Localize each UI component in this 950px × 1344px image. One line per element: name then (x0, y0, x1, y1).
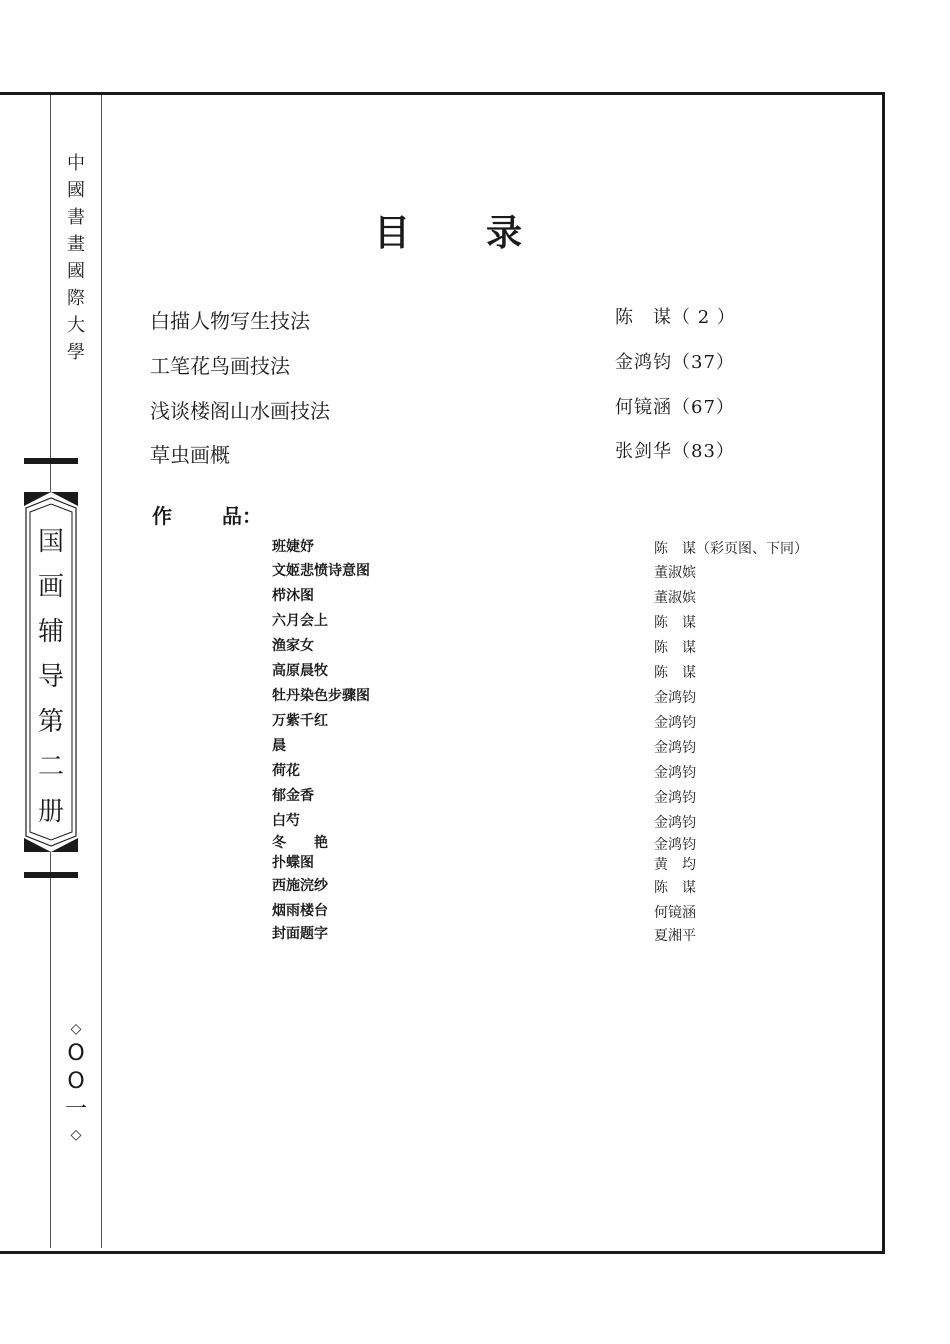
work-author: 金鸿钧 (654, 815, 696, 831)
page-number-digit: 一 (64, 1097, 87, 1122)
work-author: 金鸿钧 (654, 837, 696, 853)
series-char: 書 (67, 207, 85, 228)
work-author: 金鸿钧 (654, 690, 696, 706)
toc-author-page: 陈 谋（ 2 ） (615, 307, 736, 328)
volume-char: 辅 (37, 617, 64, 647)
toc-entry (150, 305, 790, 335)
work-entry (272, 923, 872, 947)
volume-title (24, 520, 78, 835)
work-title: 文姬悲愤诗意图 (272, 563, 370, 579)
toc-entry (150, 350, 790, 380)
work-entry (272, 875, 872, 899)
page-number-digit: O (67, 1069, 85, 1094)
work-author: 董淑嫔 (654, 590, 696, 606)
toc-title: 草虫画概 (150, 443, 230, 467)
volume-char: 画 (37, 572, 64, 602)
work-entry (272, 735, 872, 759)
work-author: 夏湘平 (654, 928, 696, 944)
page-title (374, 205, 523, 256)
works-heading (152, 500, 262, 529)
work-title: 郁金香 (272, 788, 314, 804)
work-entry (272, 785, 872, 809)
work-title: 晨 (272, 738, 286, 754)
work-author: 黄 均 (654, 857, 696, 873)
work-title: 渔家女 (272, 638, 314, 654)
work-entry (272, 852, 872, 876)
work-title: 六月会上 (272, 613, 328, 629)
toc-author-page: 何镜涵（67） (615, 397, 735, 418)
volume-char: 导 (37, 662, 64, 692)
series-char: 中 (67, 153, 85, 174)
works-heading-char: 作 (152, 504, 172, 528)
work-title: 荷花 (272, 763, 300, 779)
work-title: 栉沐图 (272, 588, 314, 604)
toc-entry (150, 439, 790, 469)
work-title: 西施浣纱 (272, 878, 328, 894)
spine-line-right (101, 95, 102, 1248)
work-entry (272, 635, 872, 659)
works-heading-char: 品： (222, 504, 262, 528)
series-title (64, 150, 88, 366)
series-char: 學 (67, 342, 85, 363)
work-entry (272, 760, 872, 784)
work-entry (272, 610, 872, 634)
series-char: 際 (67, 288, 85, 309)
volume-char: 册 (37, 797, 64, 827)
work-title: 高原晨牧 (272, 663, 328, 679)
toc-title: 工笔花鸟画技法 (150, 354, 290, 378)
work-author: 金鸿钧 (654, 740, 696, 756)
work-author: 董淑嫔 (654, 565, 696, 581)
work-entry (272, 900, 872, 924)
work-entry (272, 685, 872, 709)
toc-title: 浅谈楼阁山水画技法 (150, 399, 330, 423)
work-title: 冬 艳 (272, 835, 328, 851)
work-author: 金鸿钧 (654, 715, 696, 731)
work-title: 班婕妤 (272, 539, 314, 555)
work-title: 牡丹染色步骤图 (272, 688, 370, 704)
diamond-icon: ◇ (70, 1127, 82, 1143)
work-entry (272, 810, 872, 834)
work-author: 金鸿钧 (654, 765, 696, 781)
volume-char: 二 (37, 752, 64, 782)
work-title: 万紫千红 (272, 713, 328, 729)
work-author: 陈 谋 (654, 880, 696, 896)
toc-author-page: 张剑华（83） (615, 441, 735, 462)
ornament-bar-bottom (24, 872, 78, 878)
work-author: 陈 谋 (654, 640, 696, 656)
work-author: 陈 谋 (654, 615, 696, 631)
series-char: 國 (67, 261, 85, 282)
volume-char: 第 (37, 707, 64, 737)
diamond-icon: ◇ (70, 1021, 82, 1037)
series-char: 國 (67, 180, 85, 201)
work-entry (272, 560, 872, 584)
work-entry (272, 536, 872, 560)
series-char: 大 (67, 315, 85, 336)
work-title: 烟雨楼台 (272, 903, 328, 919)
page-title-char: 目 (374, 213, 411, 254)
work-author: 金鸿钧 (654, 790, 696, 806)
volume-char: 国 (37, 527, 64, 557)
page-title-char: 录 (486, 213, 523, 254)
work-title: 白芍 (272, 813, 300, 829)
page-number-digit: O (67, 1041, 85, 1066)
toc-author-page: 金鸿钧（37） (615, 352, 735, 373)
work-entry (272, 710, 872, 734)
work-author: 陈 谋（彩页图、下同） (654, 541, 808, 557)
work-entry (272, 660, 872, 684)
toc-title: 白描人物写生技法 (150, 309, 310, 333)
work-title: 封面题字 (272, 926, 328, 942)
toc-entry (150, 395, 790, 425)
work-author: 何镜涵 (654, 905, 696, 921)
series-char: 畫 (67, 234, 85, 255)
page-number (64, 1018, 88, 1146)
work-entry (272, 585, 872, 609)
work-author: 陈 谋 (654, 665, 696, 681)
ornament-bar-top (24, 458, 78, 464)
work-title: 扑蝶图 (272, 855, 314, 871)
